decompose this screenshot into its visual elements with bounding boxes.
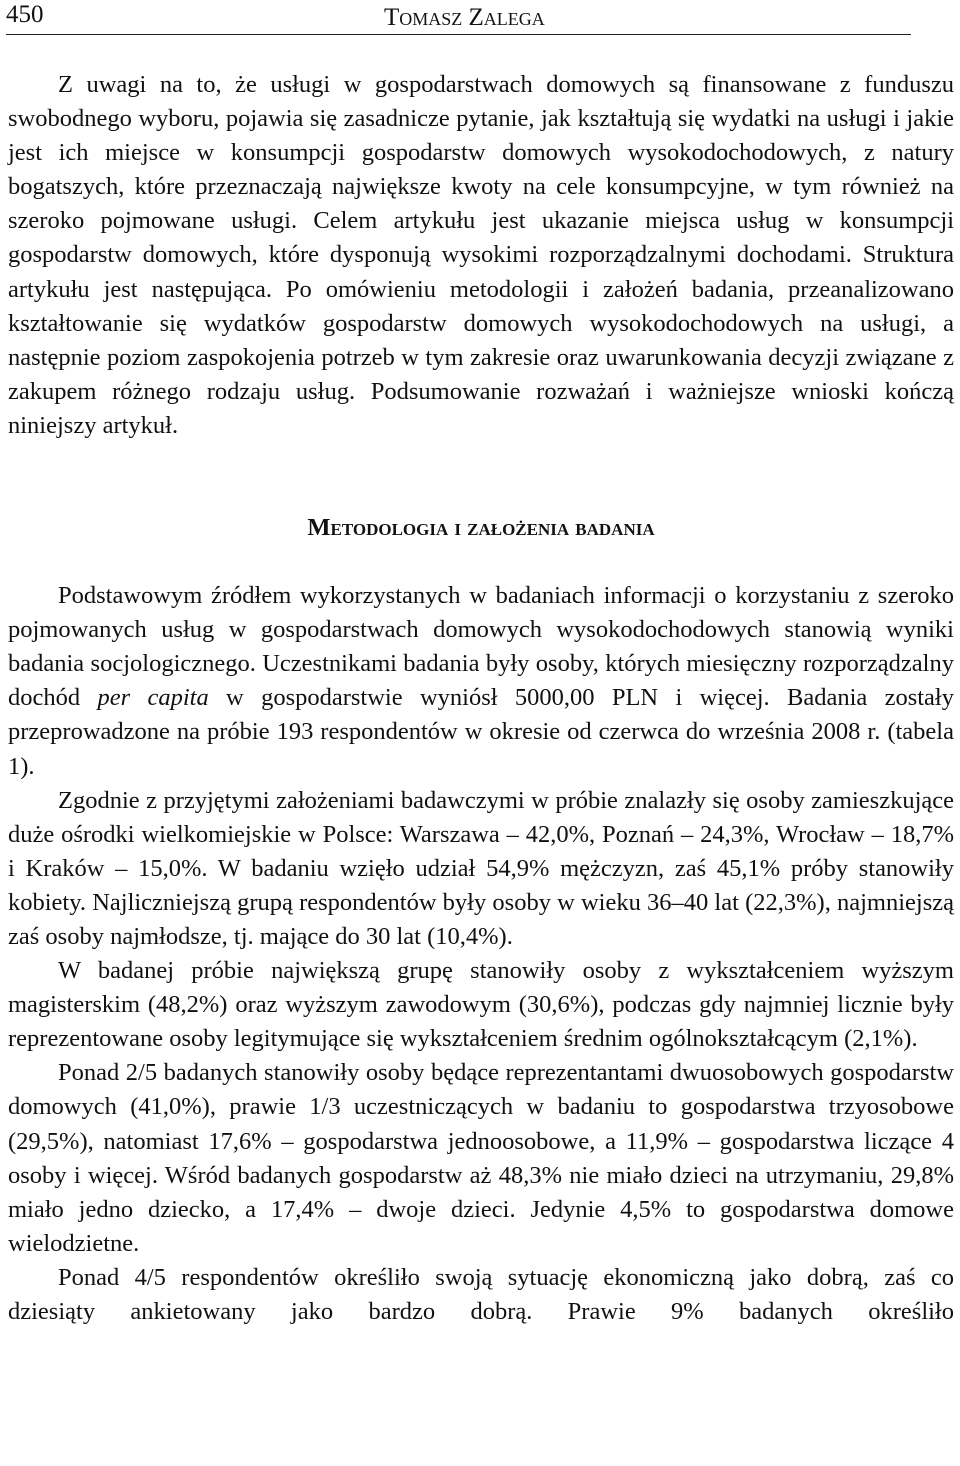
methodology-paragraph-1 <box>8 579 954 784</box>
page-number: 450 <box>6 1 44 28</box>
intro-paragraph: Z uwagi na to, że usługi w gospodarstwach domowych są finansowane z funduszu swobodnego wyboru, pojawia się zasadnicze pytanie, jak kształtują się wydatki na usługi i jakie jest ich miejsce w konsumpcji gospodarstw domowych wysokodochodowych, z natury bogatszych, które przeznaczają największe kwoty na cele konsumpcyjne, w tym również na szeroko pojmowane usługi. Celem artykułu jest ukazanie miejsca usług w konsumpcji gospodarstw domowych, które dysponują wysokimi rozporządzalnymi dochodami. Struktura artykułu jest następująca. Po omówieniu metodologii i założeń badania, przeanalizowano kształtowanie się wydatków gospodarstw domowych wysokodochodowych na usługi, a następnie poziom zaspokojenia potrzeb w tym zakresie oraz uwarunkowania decyzji związane z zakupem różnego rodzaju usług. Podsumowanie rozważań i ważniejsze wnioski kończą niniejszy artykuł. <box>8 71 954 439</box>
per-capita-italic: per capita <box>97 684 209 712</box>
methodology-paragraph-2: Zgodnie z przyjętymi założeniami badawczymi w próbie znalazły się osoby zamieszkujące duże ośrodki wielkomiejskie w Polsce: Warszawa – 42,0%, Poznań – 24,3%, Wrocław – 18,7% i Kraków – 15,0%. W badaniu wzięło udział 54,9% mężczyzn, zaś 45,1% próby stanowiły kobiety. Najliczniejszą grupą respondentów były osoby w wieku 36–40 lat (22,3%), najmniejszą zaś osoby najmłodsze, tj. mające do 30 lat (10,4%). <box>8 786 954 950</box>
methodology-paragraph-1-text-a: Podstawowym źródłem wykorzystanych w badaniach informacji o korzystaniu z szeroko pojmowanych usług w gospodarstwach domowych wysokodochodowych stanowią wyniki badania socjologicznego. Uczestnikami badania były osoby, których miesięczny rozporządzalny dochód <box>8 582 954 712</box>
methodology-paragraph-4: Ponad 2/5 badanych stanowiły osoby będące reprezentantami dwuosobowych gospodarstw domowych (41,0%), prawie 1/3 uczestniczących w badaniu to gospodarstwa trzyosobowe (29,5%), natomiast 17,6% – gospodarstwa jednoosobowe, a 11,9% – gospodarstwa liczące 4 osoby i więcej. Wśród badanych gospodarstw aż 48,3% nie miało dzieci na utrzymaniu, 29,8% miało jedno dziecko, a 17,4% – dwoje dzieci. Jedynie 4,5% to gospodarstwa domowe wielodzietne. <box>8 1059 954 1257</box>
methodology-paragraph-1-text-b: w gospodarstwie wyniósł 5000,00 PLN i więcej. Badania zostały przeprowadzone na próbie 193 respondentów w okresie od czerwca do września 2008 r. (tabela 1). <box>8 684 954 780</box>
methodology-paragraph-5: Ponad 4/5 respondentów określiło swoją sytuację ekonomiczną jako dobrą, zaś co dziesiąty ankietowany jako bardzo dobrą. Prawie 9% badanych określiło <box>8 1263 954 1325</box>
running-head-author: Tomasz Zalega <box>384 4 545 31</box>
page-header <box>6 0 911 35</box>
section-title: Metodologia i założenia badania <box>307 514 655 542</box>
methodology-paragraph-3: W badanej próbie największą grupę stanowiły osoby z wykształceniem wyższym magisterskim (48,2%) oraz wyższym zawodowym (30,6%), podczas gdy najmniej licznie były reprezentowane osoby legitymujące się wykształceniem średnim ogólnokształcącym (2,1%). <box>8 957 954 1053</box>
page-body <box>8 68 954 1329</box>
